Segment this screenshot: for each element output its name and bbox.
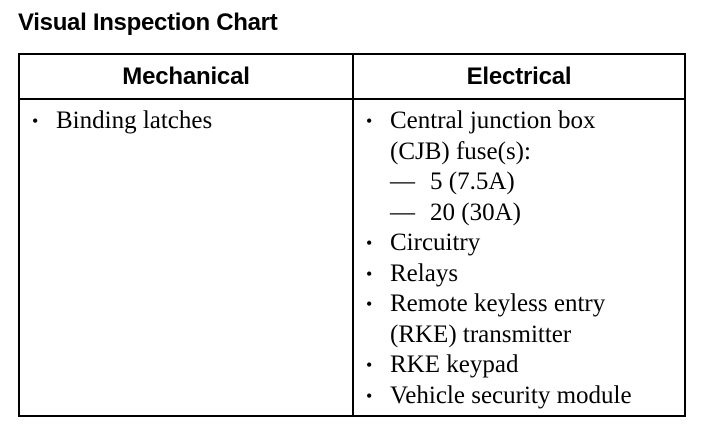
list-item [354,289,684,350]
chart-title: Visual Inspection Chart [18,9,278,36]
list-item [20,106,352,137]
list-item [354,381,684,412]
sub-item-text: 20 (30A) [430,198,521,226]
sub-list [390,167,684,228]
list-item [354,228,684,259]
electrical-column [354,55,684,415]
sub-item-text: 5 (7.5A) [430,168,515,195]
sub-item [390,167,684,198]
bullet-icon: • [366,355,373,375]
item-text-line: RKE keypad [390,351,519,378]
bullet-icon: • [366,385,373,406]
bullet-icon: • [366,111,373,131]
bullet-icon: • [32,111,39,131]
mechanical-column [20,55,352,415]
electrical-list [354,106,684,411]
mechanical-header: Mechanical [122,62,250,90]
inspection-table [18,53,686,417]
mechanical-list [20,106,352,137]
item-text: Binding latches [56,107,213,134]
item-text-line: Central junction box [390,107,596,134]
bullet-icon: • [366,263,373,284]
item-text-line: Remote keyless entry [390,290,606,317]
item-text-line: Circuitry [390,229,481,256]
item-text-line: Relays [390,259,459,287]
dash-icon: — [390,198,415,226]
dash-icon: — [390,168,415,195]
bullet-icon: • [366,233,373,253]
item-text-line: Vehicle security module [390,381,632,409]
sub-item [390,198,684,229]
bullet-icon: • [366,294,373,314]
item-text-line: (CJB) fuse(s): [390,137,531,165]
list-item [354,259,684,290]
list-item [354,106,684,228]
electrical-header: Electrical [466,62,572,90]
list-item [354,350,684,381]
item-text-line: (RKE) transmitter [390,320,572,348]
